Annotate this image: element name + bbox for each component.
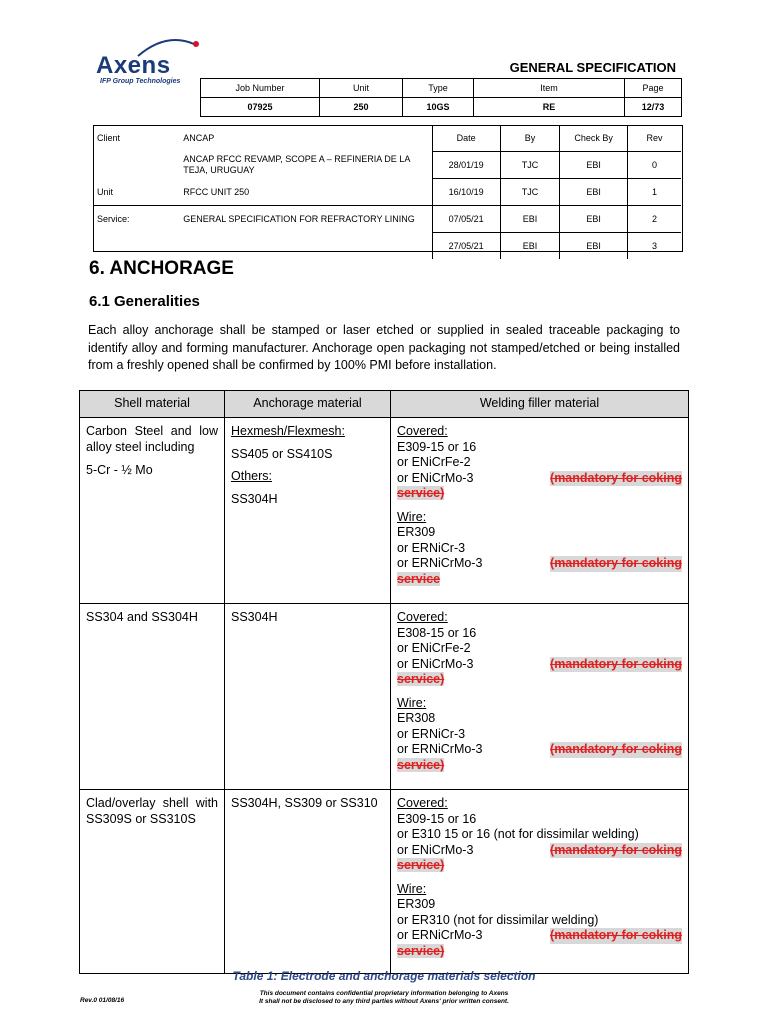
label-job-number: Job Number — [201, 79, 320, 98]
value-unit: 250 — [320, 98, 403, 117]
struck-mandatory-note: service — [397, 571, 441, 586]
struck-mandatory-note: service) — [397, 943, 445, 958]
rev-header-rev: Rev — [628, 125, 681, 152]
service-value: GENERAL SPECIFICATION FOR REFRACTORY LINING — [179, 206, 432, 233]
filler-line: ER309 — [397, 525, 436, 539]
filler-line: or ENiCrMo-3 — [397, 842, 474, 857]
label-item: Item — [474, 79, 625, 98]
footer-line: It shall not be disclosed to any third parties without Axens' prior written consent. — [259, 998, 509, 1005]
table-row — [80, 604, 689, 790]
filler-line: or ENiCrFe-2 — [397, 641, 471, 655]
materials-table — [79, 390, 689, 974]
rev-header-check: Check By — [560, 125, 628, 152]
struck-mandatory-note: service) — [397, 858, 445, 872]
shell-material: Carbon Steel and low alloy steel including — [86, 424, 218, 454]
rev3-by: EBI — [500, 233, 560, 260]
rev3-date: 27/05/21 — [432, 233, 500, 260]
wire-label: Wire: — [397, 695, 427, 710]
filler-line: or E310 15 or 16 (not for dissimilar welding) — [397, 827, 639, 841]
rev1-by: TJC — [500, 179, 560, 206]
value-item: RE — [474, 98, 625, 117]
rev2-check: EBI — [560, 206, 628, 233]
logo-name: Axens — [96, 52, 171, 79]
unit-label: Unit — [97, 186, 114, 197]
filler-line: or ERNiCrMo-3 — [397, 742, 483, 756]
rev-header-date: Date — [432, 125, 500, 152]
struck-mandatory-note: service) — [397, 486, 445, 500]
unit-value: RFCC UNIT 250 — [183, 186, 250, 197]
anchorage-heading: Hexmesh/Flexmesh: — [231, 424, 345, 438]
col-header-shell: Shell material — [80, 391, 225, 418]
shell-material-extra: 5-Cr - ½ Mo — [86, 463, 153, 477]
anchorage-value: SS405 or SS410S — [231, 446, 333, 461]
filler-line: or ENiCrFe-2 — [397, 455, 471, 469]
shell-material: SS304 and SS304H — [86, 610, 198, 624]
rev0-check: EBI — [560, 152, 628, 179]
shell-material: Clad/overlay shell with SS309S or SS310S — [86, 796, 218, 826]
subsection-heading: 6.1 Generalities — [89, 293, 200, 310]
filler-line: ER308 — [397, 711, 436, 725]
client-value: ANCAP — [183, 133, 215, 144]
filler-line: or ENiCrMo-3 — [397, 656, 474, 671]
rev-header-by: By — [500, 125, 560, 152]
filler-line: or ERNiCrMo-3 — [397, 928, 483, 942]
rev3-rev: 3 — [628, 233, 681, 260]
confidentiality-footer — [200, 990, 568, 1006]
struck-mandatory-note: (mandatory for coking — [550, 842, 682, 857]
filler-line: E308-15 or 16 — [397, 625, 477, 640]
anchorage-heading: Others: — [231, 469, 272, 483]
meta-table — [93, 125, 681, 259]
filler-line: or ENiCrMo-3 — [397, 470, 474, 485]
anchorage-value: SS304H, SS309 or SS310 — [231, 796, 378, 810]
struck-mandatory-note: (mandatory for coking — [550, 742, 682, 756]
footer-line: This document contains confidential proprietary information belonging to Axens — [259, 990, 509, 997]
filler-line: or ERNiCrMo-3 — [397, 556, 483, 570]
struck-mandatory-note: (mandatory for coking — [550, 656, 682, 671]
rev1-check: EBI — [560, 179, 628, 206]
filler-line: E309-15 or 16 — [397, 811, 477, 826]
rev2-rev: 2 — [628, 206, 681, 233]
rev0-by: TJC — [500, 152, 560, 179]
header-title: GENERAL SPECIFICATION — [509, 60, 676, 75]
struck-mandatory-note: (mandatory for coking — [550, 556, 682, 570]
filler-line: or ERNiCr-3 — [397, 540, 466, 555]
table-row — [80, 418, 689, 604]
wire-label: Wire: — [397, 881, 427, 896]
service-label: Service: — [93, 206, 179, 233]
col-header-welding: Welding filler material — [391, 391, 689, 418]
document-header-table — [200, 78, 682, 117]
filler-line: or ER310 (not for dissimilar welding) — [397, 912, 599, 927]
label-type: Type — [403, 79, 474, 98]
generalities-paragraph: Each alloy anchorage shall be stamped or laser etched or supplied in sealed traceable packaging to identify alloy and forming manufacturer. Anchorage open packaging not stamped/etched or being installed from a freshly opened shall be confirmed by 100% PMI before installation. — [88, 323, 680, 372]
covered-label: Covered: — [397, 610, 448, 624]
label-page: Page — [625, 79, 682, 98]
rev0-date: 28/01/19 — [432, 152, 500, 179]
logo-tagline: IFP Group Technologies — [100, 78, 181, 85]
struck-mandatory-note: (mandatory for coking — [550, 928, 682, 942]
rev0-rev: 0 — [628, 152, 681, 179]
struck-mandatory-note: (mandatory for coking — [550, 470, 682, 485]
struck-mandatory-note: service) — [397, 672, 445, 686]
label-unit: Unit — [320, 79, 403, 98]
table-row — [80, 790, 689, 974]
wire-label: Wire: — [397, 509, 427, 524]
value-type: 10GS — [403, 98, 474, 117]
axens-logo — [96, 34, 206, 84]
covered-label: Covered: — [397, 424, 448, 438]
rev1-rev: 1 — [628, 179, 681, 206]
section-heading: 6. ANCHORAGE — [89, 258, 234, 279]
rev2-by: EBI — [500, 206, 560, 233]
anchorage-value: SS304H — [231, 610, 278, 624]
revision-footer: Rev.0 01/08/16 — [80, 997, 125, 1004]
rev1-date: 16/10/19 — [432, 179, 500, 206]
value-page: 12/73 — [625, 98, 682, 117]
project-value: ANCAP RFCC REVAMP, SCOPE A – REFINERIA DE LA TEJA, URUGUAY — [183, 154, 410, 175]
covered-label: Covered: — [397, 796, 448, 810]
filler-line: E309-15 or 16 — [397, 439, 477, 454]
anchorage-value: SS304H — [231, 491, 278, 506]
rev2-date: 07/05/21 — [432, 206, 500, 233]
col-header-anchorage: Anchorage material — [225, 391, 391, 418]
filler-line: or ERNiCr-3 — [397, 726, 466, 741]
struck-mandatory-note: service) — [397, 757, 445, 772]
client-label: Client — [97, 133, 121, 144]
table-caption: Table 1: Electrode and anchorage materials selection — [232, 969, 536, 983]
value-job-number: 07925 — [201, 98, 320, 117]
filler-line: ER309 — [397, 897, 436, 911]
rev3-check: EBI — [560, 233, 628, 260]
